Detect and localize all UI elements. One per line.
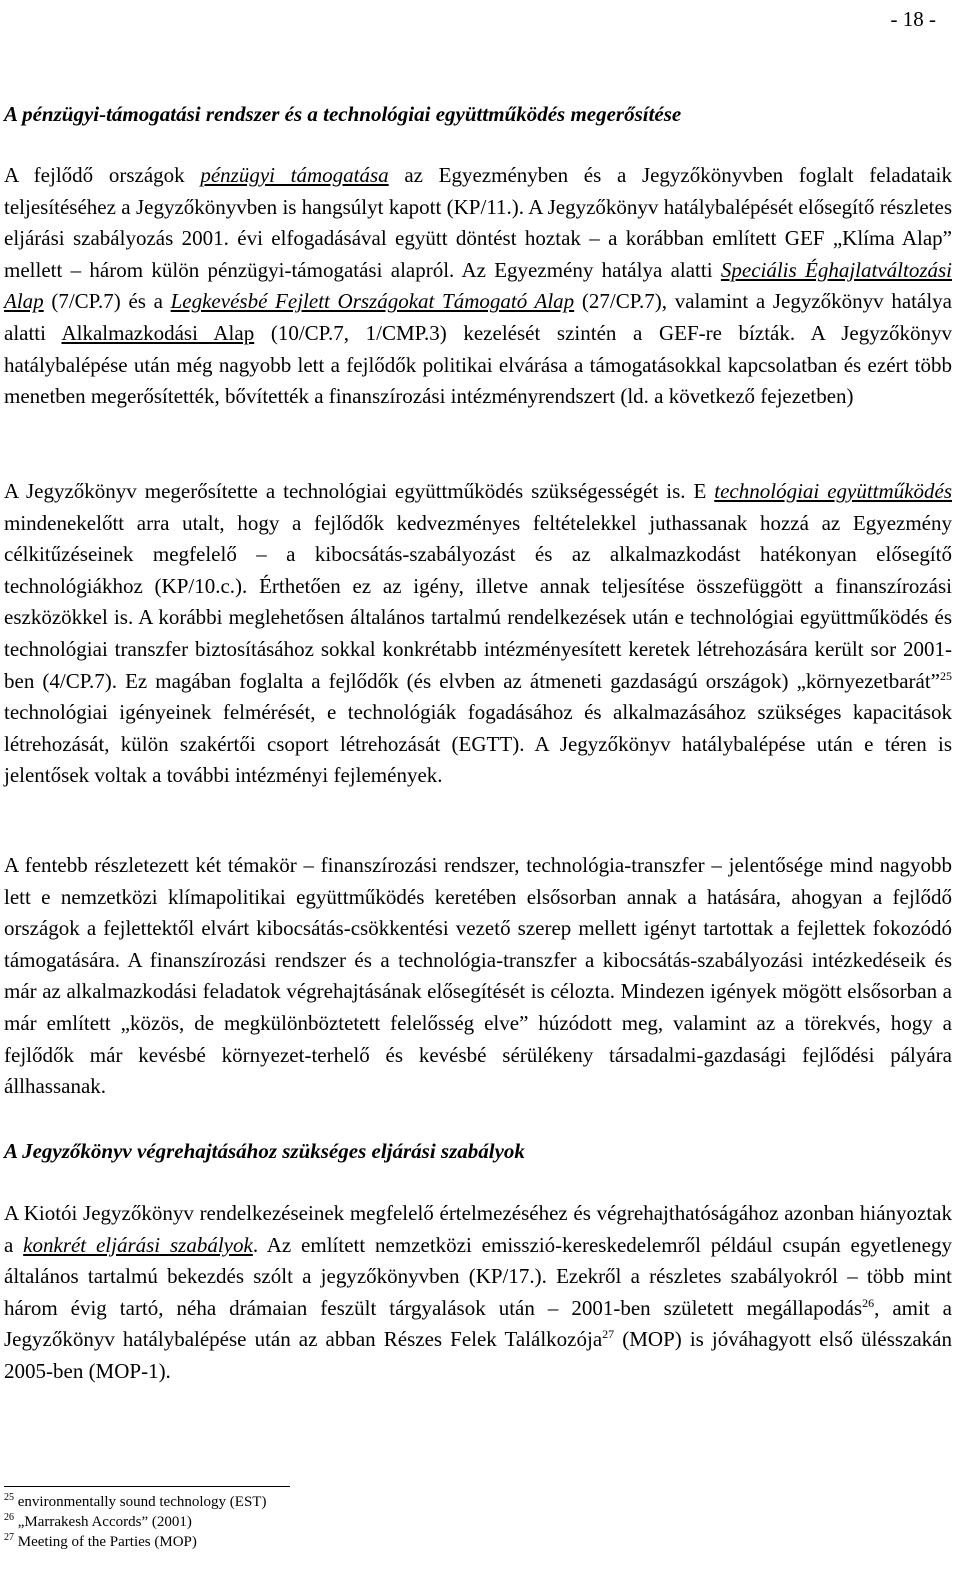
footnote-number: 27 bbox=[4, 1532, 14, 1543]
text-run: A Kiotói Jegyzőkönyv rendelkezéseinek megfelelő értelmezéséhez és végrehajthatóságához azonban hiányoztak a bbox=[4, 1201, 952, 1257]
term-concrete-procedural-rules: konkrét eljárási szabályok bbox=[23, 1232, 253, 1257]
text-run: A fejlődő országok bbox=[4, 163, 201, 187]
paragraph-procedural-rules bbox=[4, 1198, 952, 1388]
footnote-divider bbox=[4, 1486, 290, 1487]
paragraph-technology-cooperation bbox=[4, 476, 952, 792]
footnote-ref-25: 25 bbox=[940, 668, 952, 683]
paragraph-topics-importance: A fentebb részletezett két témakör – finanszírozási rendszer, technológia-transzfer – jelentősége mind nagyobb lett e nemzetközi klímapolitikai együttműködés keretében elsősorban annak a hatására, ahogyan a fejlődő országok a fejlettektől elvárt kibocsátás-csökkentési vezető szerep mellett igényt tartottak a fejlettek fokozódó támogatására. A finanszírozási rendszer és a technológia-transzfer a kibocsátás-szabályozási intézkedéseik és már az alkalmazkodási feladatok végrehajtásának elősegítését is célozta. Mindezen igények mögött elsősorban a már említett „közös, de megkülönböztetett felelősség elve” húzódott meg, valamint az a törekvés, hogy a fejlődők már kevésbé környezet-terhelő és kevésbé sérülékeny társadalmi-gazdasági fejlődési pályára állhassanak. bbox=[4, 853, 952, 1099]
text-run: (7/CP.7) és a bbox=[43, 289, 171, 314]
footnote-27 bbox=[4, 1532, 604, 1552]
footnote-number: 26 bbox=[4, 1512, 14, 1523]
footnote-25 bbox=[4, 1492, 604, 1512]
text-run: A Jegyzőkönyv megerősítette a technológiai együttműködés szükségességét is. E bbox=[4, 479, 715, 503]
section-heading-financial-technology: A pénzügyi-támogatási rendszer és a technológiai együttműködés megerősítése bbox=[4, 102, 682, 126]
text-run: mindenekelőtt arra utalt, hogy a fejlődők kedvezményes feltételekkel juthassanak hozzá az Egyezmény célkitűzéseinek megfelelő – a kibocsátás-szabályozást és az alkalmazkodást hatékonyan elősegítő technológiákhoz (KP/10.c.). Érthetően ez az igény, illetve annak teljesítése összefüggött a finanszírozási eszközökkel is. A korábbi meglehetősen általános tartalmú rendelkezések után e technológiai együttműködés és technológiai transzfer biztosításához sokkal konkrétabb intézményesített keretek létrehozására került sor 2001-ben (4/CP.7). Ez magában foglalta a fejlődők (és elvben az átmeneti gazdaságú országok) „környezetbarát” bbox=[4, 510, 952, 693]
paragraph-financial-support bbox=[4, 160, 952, 413]
footnote-number: 25 bbox=[4, 1492, 14, 1503]
section-heading-procedural-rules: A Jegyzőkönyv végrehajtásához szükséges eljárási szabályok bbox=[4, 1139, 525, 1163]
page-number: - 18 - bbox=[890, 7, 936, 31]
footnote-text: „Marrakesh Accords” (2001) bbox=[14, 1514, 192, 1530]
footnote-ref-26: 26 bbox=[862, 1295, 875, 1310]
footnotes bbox=[4, 1492, 604, 1552]
text-run: (27/CP.7), valamint a Jegyzőkönyv hatálya alatti bbox=[4, 289, 952, 345]
term-adaptation-fund: Alkalmazkodási Alap bbox=[61, 320, 255, 345]
text-run: , amit a Jegyzőkönyv hatálybalépése után az abban Részes Felek Találkozója bbox=[4, 1295, 952, 1352]
footnote-text: Meeting of the Parties (MOP) bbox=[14, 1534, 197, 1550]
text-run: technológiai igényeinek felmérését, e technológiák fogadásához és alkalmazásához szükséges kapacitások létrehozását, külön szakértői csoport létrehozását (EGTT). A Jegyzőkönyv hatálybalépése után e téren is jelentősek voltak a további intézményi fejlemények. bbox=[4, 700, 952, 788]
footnote-26 bbox=[4, 1512, 604, 1532]
footnote-text: environmentally sound technology (EST) bbox=[14, 1494, 267, 1510]
text-run: (10/CP.7, 1/CMP.3) kezelését szintén a GEF-re bízták. A Jegyzőkönyv hatálybalépése után még nagyobb lett a fejlődők politikai elvárása a támogatásokkal kapcsolatban és ezért több menetben megerősítették, bővítették a finanszírozási intézményrendszert (ld. a következő fejezetben) bbox=[4, 320, 953, 409]
term-ldc-fund: Legkevésbé Fejlett Országokat Támogató Alap bbox=[170, 289, 575, 314]
text-run: . Az említett nemzetközi emisszió-kereskedelemről például csupán egyetlenegy általános tartalmú bekezdés szólt a jegyzőkönyvben (KP/17.). Ezekről a részletes szabályokról – több mint három évig tartó, néha drámaian feszült tárgyalások után – 2001-ben született megállapodás bbox=[4, 1232, 953, 1320]
term-technology-cooperation: technológiai együttműködés bbox=[714, 479, 952, 503]
text-run: az Egyezményben és a Jegyzőkönyvben foglalt feladataik teljesítéséhez a Jegyzőkönyvben is hangsúlyt kapott (KP/11.). A Jegyzőkönyv hatálybalépését elősegítő részletes eljárási szabályozás 2001. évi elfogadásával együtt döntést hoztak – a korábban említett GEF „Klíma Alap” mellett – három külön pénzügyi-támogatási alapról. Az Egyezmény hatálya alatti bbox=[4, 163, 953, 282]
text-run: (MOP) is jóváhagyott első ülésszakán 2005-ben (MOP-1). bbox=[4, 1327, 952, 1383]
footnote-ref-27: 27 bbox=[602, 1327, 615, 1342]
term-financial-support: pénzügyi támogatása bbox=[200, 163, 389, 187]
term-special-climate-fund: Speciális Éghajlatváltozási Alap bbox=[4, 257, 952, 314]
